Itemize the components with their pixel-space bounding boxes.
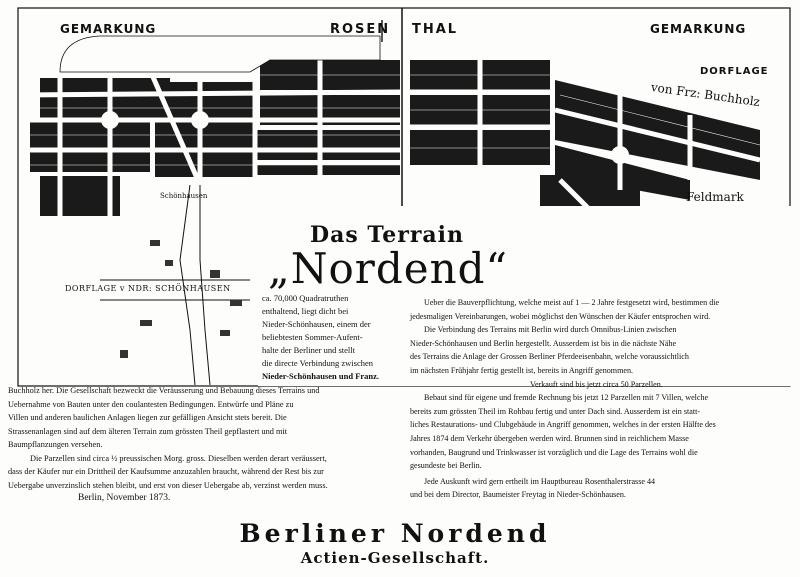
company-type: Actien-Gesellschaft. xyxy=(300,549,490,567)
text-line: Nieder-Schönhausen und Franz. xyxy=(262,371,380,381)
text-line: Ueber die Bauverpflichtung, welche meist auf 1 — 2 Jahre festgesetzt wird, bestimmen die xyxy=(424,298,720,307)
date-line: Berlin, November 1873. xyxy=(78,493,171,503)
company-name: Berliner Nordend xyxy=(239,519,551,548)
map-label-gemarkung-left: GEMARKUNG xyxy=(60,22,157,36)
text-line: Verkauft sind bis jetzt circa 50 Parzellen. xyxy=(530,379,663,389)
text-line: Die Verbindung des Terrains mit Berlin wird durch Omnibus-Linien zwischen xyxy=(424,325,677,335)
text-line: Uebernahme von Bauten unter den coulantesten Bedingungen. Entwürfe und Pläne zu xyxy=(8,399,294,409)
text-line: jedesmaligen Vereinbarungen, wobei möglichst den Wünschen der Käufer entsprochen wird. xyxy=(410,311,711,321)
column-right-body xyxy=(410,296,794,502)
text-line: Nieder-Schönhausen, einem der xyxy=(262,319,371,329)
map-street-label: Schönhausen xyxy=(160,192,208,200)
text-line: ca. 70,000 Quadratruthen xyxy=(262,293,349,303)
map-label-buchholz: von Frz: Buchholz xyxy=(650,80,761,110)
text-line: vorhanden, Baugrund und Trinkwasser ist vorzüglich und die Lage des Terrains wohl die xyxy=(410,447,698,457)
text-line: dass der Käufer nur ein Drittheil der Kaufsumme anzuzahlen braucht, während der Rest bis zur xyxy=(8,467,324,476)
text-line: halte der Berliner und stellt xyxy=(262,345,355,355)
title-line-2: „Nordend“ xyxy=(268,244,509,293)
left-street-grid xyxy=(30,60,400,216)
text-line: Jede Auskunft wird gern ertheilt im Hauptbureau Rosenthalerstrasse 44 xyxy=(424,476,656,486)
map-label-feldmark: Feldmark xyxy=(686,190,744,204)
right-roundabouts xyxy=(611,146,629,164)
text-line: liches Restaurations- und Clubgebäude in Angriff genommen, welches in der ersten Hälfte des xyxy=(410,420,716,430)
text-line: Uebergabe unverzinslich stehen bleibt, und erst von dieser Uebergabe ab, verzinst werden muss. xyxy=(8,480,328,490)
text-line: Baumpflanzungen versehen. xyxy=(8,440,103,449)
map-label-dorflage-left: DORFLAGE v NDR: SCHÖNHAUSEN xyxy=(65,284,231,293)
text-line: Nieder-Schönhausen und Berlin hergestellt. Ausserdem ist bis in die nächste Nähe xyxy=(410,338,677,348)
map-label-dorflage-right: DORFLAGE xyxy=(700,66,769,77)
text-line: Bebaut sind für eigene und fremde Rechnung bis jetzt 12 Parzellen mit 7 Villen, welche xyxy=(424,393,709,403)
village-houses xyxy=(120,240,242,358)
text-line: die directe Verbindung zwischen xyxy=(262,358,374,368)
text-line: im nächsten Frühjahr fertig gestellt ist, bereits in Angriff genommen. xyxy=(410,365,634,375)
map-label-rosen: ROSEN xyxy=(330,22,391,37)
text-line: enthaltend, liegt dicht bei xyxy=(262,306,349,316)
text-line: Villen und anderen baulichen Anlagen liegen zur gefälligen Ansicht stets bereit. Die xyxy=(8,413,287,422)
text-line: gesundeste bei Berlin. xyxy=(410,461,482,471)
column-left-body xyxy=(8,384,392,506)
map-label-gemarkung-right: GEMARKUNG xyxy=(650,22,747,36)
map-label-thal: THAL xyxy=(412,22,459,37)
text-line: Jahres 1874 dem Verkehr übergeben werden wird. Brunnen sind in reichlichem Masse xyxy=(410,433,689,443)
column-right-top xyxy=(262,292,392,383)
text-line: bereits zum grössten Theil im Rohbau fertig und unter Dach sind. Ausserdem ist ein statt- xyxy=(410,406,701,416)
text-line: und bei dem Director, Baumeister Freytag in Nieder-Schönhausen. xyxy=(410,490,626,500)
text-line: des Terrains die Anlage der Grossen Berliner Pferdeeisenbahn, welche voraussichtlich xyxy=(410,352,689,362)
text-line: Die Parzellen sind circa ½ preussischen Morg. gross. Dieselben werden derart veräussert, xyxy=(30,453,327,463)
text-line: beliebtesten Sommer-Aufent- xyxy=(262,332,363,342)
company-signature xyxy=(230,520,560,568)
text-line: Strassenanlagen sind auf dem älteren Terrain zum grössten Theil gepflastert und mit xyxy=(8,426,288,436)
title-line-1: Das Terrain xyxy=(310,222,465,248)
text-line: Buchholz her. Die Gesellschaft bezweckt die Veräusserung und Bebauung dieses Terrains und xyxy=(8,386,320,395)
